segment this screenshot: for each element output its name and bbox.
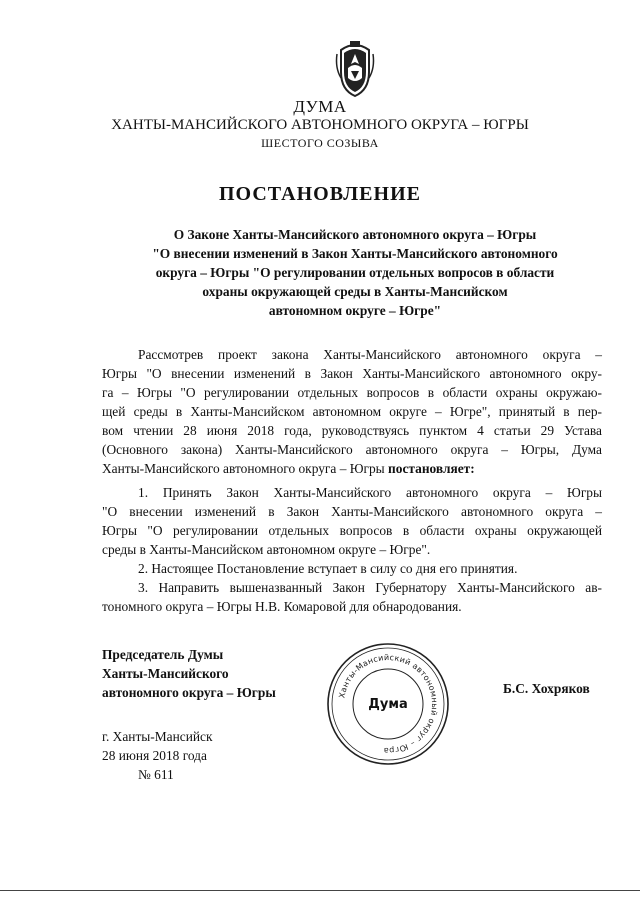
subject-line: "О внесении изменений в Закон Ханты-Мансийского автономного <box>152 246 558 261</box>
official-seal <box>324 640 452 768</box>
item-line: тономного округа – Югры Н.В. Комаровой для обнародования. <box>102 599 462 614</box>
document-number: № 611 <box>138 767 174 782</box>
paragraph-line: (Основного закона) Ханты-Мансийского автономного округа – Югры, Дума <box>102 442 602 457</box>
document-place-date <box>102 727 213 784</box>
paragraph-line: щей среды в Ханты-Мансийском автономном округе – Югре", принятый в пер- <box>102 404 602 419</box>
resolves-keyword: постановляет: <box>388 461 475 476</box>
item-line: 3. Направить вышеназванный Закон Губернатору Ханты-Мансийского ав- <box>138 580 602 595</box>
document-subject <box>110 225 600 320</box>
item-line: среды в Ханты-Мансийском автономном округе – Югре". <box>102 542 431 557</box>
duma-title: ДУМА <box>293 97 347 116</box>
signatory-name: Б.С. Хохряков <box>503 681 590 696</box>
resolution-items <box>102 483 602 616</box>
city: г. Ханты-Мансийск <box>102 729 213 744</box>
paragraph-line: Рассмотрев проект закона Ханты-Мансийского автономного округа – <box>138 347 602 362</box>
subject-line: охраны окружающей среды в Ханты-Мансийском <box>202 284 508 299</box>
subject-line: округа – Югры "О регулировании отдельных вопросов в области <box>155 265 555 280</box>
signatory-position <box>102 645 276 702</box>
coat-of-arms-icon <box>333 38 377 98</box>
paragraph-line: вом чтении 28 июня 2018 года, руководствуясь пунктом 4 статьи 29 Устава <box>102 423 602 438</box>
subject-line: автономном округе – Югре" <box>268 303 442 318</box>
subject-line: О Законе Ханты-Мансийского автономного округа – Югры <box>173 227 537 242</box>
seal-ring-text: Ханты-Мансийский автономный округ – Югра <box>337 652 440 756</box>
paragraph-line-final <box>102 459 602 478</box>
paragraph-line: га – Югры "О регулировании отдельных вопросов в области охраны окружаю- <box>102 385 602 400</box>
position-line: автономного округа – Югры <box>102 685 276 700</box>
convocation-title: ШЕСТОГО СОЗЫВА <box>261 136 379 150</box>
document-type: ПОСТАНОВЛЕНИЕ <box>219 183 421 205</box>
paragraph-line: Ханты-Мансийского автономного округа – Югры <box>102 461 385 476</box>
footer-rule <box>0 890 640 891</box>
seal-center-text: Дума <box>368 697 408 712</box>
position-line: Председатель Думы <box>102 647 224 662</box>
date: 28 июня 2018 года <box>102 748 207 763</box>
paragraph-line: Югры "О внесении изменений в Закон Ханты-Мансийского автономного окру- <box>102 366 602 381</box>
position-line: Ханты-Мансийского <box>102 666 229 681</box>
okrug-title: ХАНТЫ-МАНСИЙСКОГО АВТОНОМНОГО ОКРУГА – ЮГРЫ <box>111 117 529 133</box>
item-line: Югры "О регулировании отдельных вопросов в области охраны окружающей <box>102 523 602 538</box>
item-line: 2. Настоящее Постановление вступает в силу со дня его принятия. <box>138 561 518 576</box>
preamble-paragraph <box>102 345 602 478</box>
item-line: "О внесении изменений в Закон Ханты-Мансийского автономного округа – <box>102 504 602 519</box>
item-line: 1. Принять Закон Ханты-Мансийского автономного округа – Югры <box>138 485 602 500</box>
